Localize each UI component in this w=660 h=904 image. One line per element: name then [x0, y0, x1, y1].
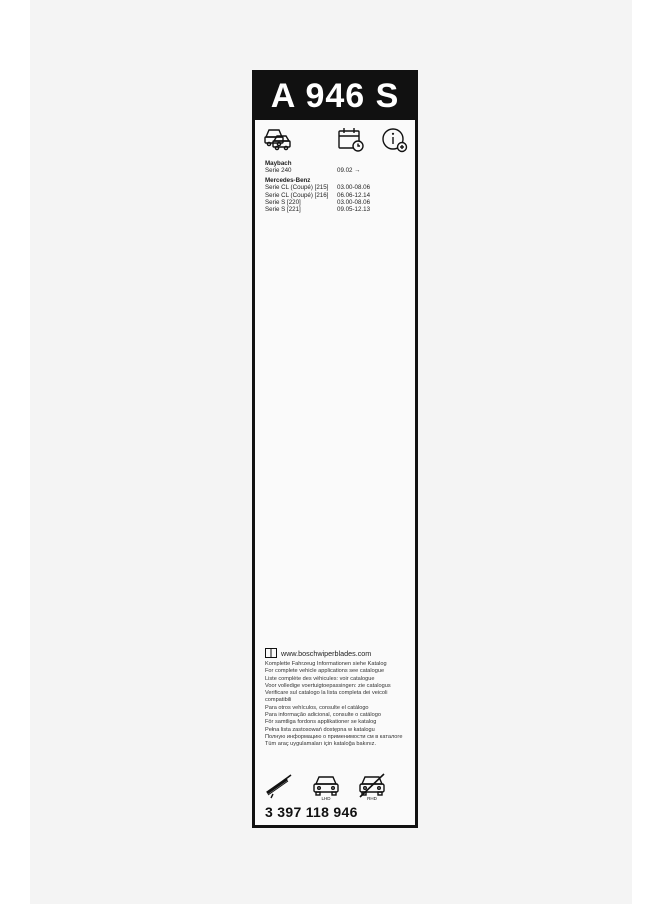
model-name: Serie CL (Coupé) [215]: [265, 184, 329, 192]
year-range: 03.00-08.06: [337, 199, 371, 207]
rhd-label: RHD: [367, 796, 377, 801]
part-number: 3 397 118 946: [265, 804, 358, 820]
book-icon: [265, 648, 277, 658]
calendar-icon: [337, 127, 365, 153]
brand-name: Maybach: [265, 160, 292, 167]
vehicle-applications: [265, 160, 409, 214]
car-icon: [263, 127, 291, 153]
website-url: www.boschwiperblades.com: [281, 648, 372, 658]
catalog-note: Komplette Fahrzeug Informationen siehe Katalog: [265, 661, 387, 667]
model-name: Serie S [220]: [265, 199, 301, 207]
wiper-blade-label: [252, 70, 418, 828]
catalog-note: Полную информацию о применимости см в каталоге: [265, 733, 403, 740]
catalog-note-list: [265, 661, 409, 749]
catalog-note: Tüm araç uygulamaları için kataloğa bakınız.: [265, 741, 376, 748]
catalog-note: Pełna lista zastosowań dostępna w katalogu: [265, 726, 375, 733]
model-name: Serie CL (Coupé) [216]: [265, 191, 329, 199]
catalog-note: Para otros vehículos, consulte el catálogo: [265, 704, 369, 711]
lhd-label: LHD: [321, 796, 331, 801]
year-range: 03.00-08.06: [337, 184, 371, 192]
brand-name: Mercedes-Benz: [265, 176, 311, 184]
catalog-note: compatibili: [265, 697, 292, 704]
application-row: [265, 206, 409, 213]
application-row: [265, 167, 409, 174]
catalog-note: Verificare sul catalogo la lista completa dei veicoli: [265, 690, 388, 697]
catalog-note: Para informação adicional, consulte o catálogo: [265, 712, 381, 719]
application-row: [265, 199, 409, 206]
website-row: [265, 648, 409, 658]
bottom-icon-row: [265, 773, 405, 803]
header-icon-row: [255, 127, 415, 157]
catalog-note: Liste complète des véhicules: voir catalogue: [265, 675, 375, 682]
application-row: [265, 192, 409, 199]
car-front-icon: [311, 773, 341, 801]
model-name: Serie 240: [265, 167, 292, 175]
catalog-info: [265, 648, 409, 749]
year-range: 09.05-12.13: [337, 206, 371, 214]
year-range: 09.02 →: [337, 167, 361, 175]
wiper-blade-icon: [265, 773, 293, 799]
application-row: [265, 184, 409, 191]
catalog-note: Voor volledige voertuigtoepassingen: zie catalogus: [265, 682, 391, 689]
model-name: Serie S [221]: [265, 206, 301, 214]
year-range: 06.06-12.14: [337, 191, 371, 199]
info-icon: [381, 127, 409, 155]
car-front-crossed-icon: [357, 773, 387, 801]
catalog-note: För samtliga fordons applikationer se katalog: [265, 719, 377, 726]
catalog-note: For complete vehicle applications see catalogue: [265, 668, 385, 675]
product-code: A 946 S: [255, 73, 415, 120]
